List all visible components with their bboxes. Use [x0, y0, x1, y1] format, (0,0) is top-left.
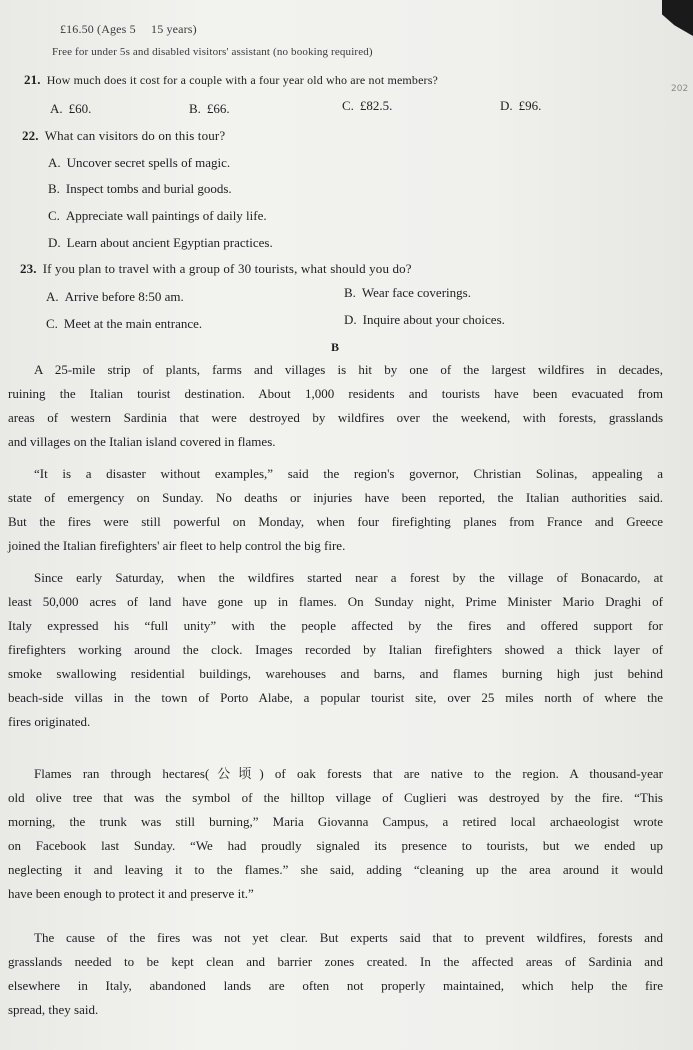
- question-text: If you plan to travel with a group of 30 tourists, what should you do?: [42, 261, 412, 276]
- option-text: Arrive before 8:50 am.: [64, 289, 184, 304]
- price-line: £16.50 (Ages 5 15 years): [60, 22, 197, 36]
- option-label: B.: [48, 181, 60, 196]
- question-text: What can visitors do on this tour?: [44, 128, 226, 143]
- passage-line: elsewhere in Italy, abandoned lands are often not properly maintained, which help the fire: [8, 978, 663, 993]
- option-label: B.: [189, 101, 201, 116]
- passage-paragraph-1: [8, 358, 663, 454]
- question-21-option-c[interactable]: [342, 98, 392, 114]
- question-21-option-d[interactable]: [500, 98, 541, 114]
- question-number: 21.: [24, 72, 41, 87]
- question-22-option-d[interactable]: [48, 235, 273, 251]
- passage-paragraph-3: [8, 566, 663, 734]
- passage-line: firefighters working around the clock. Images recorded by Italian firefighters showed a thick layer of: [8, 642, 663, 657]
- question-21: [24, 72, 438, 88]
- question-23: [20, 261, 412, 277]
- question-number: 22.: [22, 128, 39, 143]
- passage-line: and villages on the Italian island covered in flames.: [8, 434, 276, 449]
- question-23-option-c[interactable]: [46, 316, 202, 332]
- question-22-option-b[interactable]: [48, 181, 232, 197]
- passage-line: fires originated.: [8, 714, 91, 729]
- passage-line: The cause of the fires was not yet clear. But experts said that to prevent wildfires, forests and: [34, 930, 663, 945]
- passage-line: have been enough to protect it and preserve it.”: [8, 886, 254, 901]
- question-22-option-a[interactable]: [48, 155, 230, 171]
- passage-line: Flames ran through hectares(公顷) of oak forests that are native to the region. A thousand-year: [34, 766, 663, 781]
- passage-paragraph-5: [8, 926, 663, 1022]
- option-label: B.: [344, 285, 356, 300]
- question-23-option-a[interactable]: [46, 289, 184, 305]
- passage-line: Since early Saturday, when the wildfires started near a forest by the village of Bonacardo, at: [34, 570, 663, 585]
- passage-line: ruining the Italian tourist destination. About 1,000 residents and tourists have been evacuated from: [8, 386, 663, 401]
- passage-line: old olive tree that was the symbol of the hilltop village of Cuglieri was destroyed by the fire. “This: [8, 790, 663, 805]
- question-number: 23.: [20, 261, 37, 276]
- option-text: Wear face coverings.: [361, 285, 471, 300]
- option-text: £96.: [518, 98, 542, 113]
- option-text: Inquire about your choices.: [362, 312, 505, 327]
- passage-paragraph-2: [8, 462, 663, 558]
- option-label: A.: [50, 101, 63, 116]
- passage-line: A 25-mile strip of plants, farms and villages is hit by one of the largest wildfires in decades,: [34, 362, 663, 377]
- option-label: C.: [46, 316, 58, 331]
- passage-line: smoke swallowing residential buildings, warehouses and barns, and flames burning high just behind: [8, 666, 663, 681]
- question-22-option-c[interactable]: [48, 208, 267, 224]
- margin-mark: 202: [671, 84, 689, 94]
- option-label: C.: [342, 98, 354, 113]
- question-21-option-a[interactable]: [50, 101, 91, 117]
- section-heading: B: [331, 340, 340, 354]
- option-label: D.: [48, 235, 61, 250]
- option-text: Inspect tombs and burial goods.: [65, 181, 232, 196]
- option-text: Meet at the main entrance.: [63, 316, 203, 331]
- option-text: £66.: [206, 101, 230, 116]
- option-label: A.: [46, 289, 59, 304]
- option-text: Uncover secret spells of magic.: [66, 155, 231, 170]
- passage-line: on Facebook last Sunday. “We had proudly signaled its presence to tourists, but we ended up: [8, 838, 663, 853]
- free-admission-line: Free for under 5s and disabled visitors' assistant (no booking required): [52, 46, 373, 58]
- passage-line: areas of western Sardinia that were destroyed by wildfires over the weekend, with forests, grasslands: [8, 410, 663, 425]
- passage-line: “It is a disaster without examples,” said the region's governor, Christian Solinas, appealing a: [34, 466, 663, 481]
- passage-line: beach-side villas in the town of Porto Alabe, a popular tourist site, over 25 miles north of where the: [8, 690, 663, 705]
- passage-paragraph-4: [8, 762, 663, 906]
- passage-line: least 50,000 acres of land have gone up in flames. On Sunday night, Prime Minister Mario Draghi of: [8, 594, 663, 609]
- question-21-option-b[interactable]: [189, 101, 230, 117]
- question-text: How much does it cost for a couple with a four year old who are not members?: [46, 73, 438, 87]
- scan-shadow: [662, 0, 693, 36]
- passage-line: neglecting it and leaving it to the flames.” she said, adding “cleaning up the area around it would: [8, 862, 663, 877]
- passage-line: morning, the trunk was still burning,” Maria Giovanna Campus, a retired local archaeologist wrote: [8, 814, 663, 829]
- passage-line: spread, they said.: [8, 1002, 99, 1017]
- option-text: Learn about ancient Egyptian practices.: [66, 235, 273, 250]
- option-label: D.: [500, 98, 513, 113]
- question-23-option-b[interactable]: [344, 285, 471, 301]
- option-label: C.: [48, 208, 60, 223]
- question-22: [22, 128, 225, 144]
- question-23-option-d[interactable]: [344, 312, 505, 328]
- passage-line: state of emergency on Sunday. No deaths or injuries have been reported, the Italian authorities said.: [8, 490, 663, 505]
- option-text: £60.: [68, 101, 92, 116]
- option-text: £82.5.: [359, 98, 393, 113]
- option-text: Appreciate wall paintings of daily life.: [65, 208, 267, 223]
- passage-line: Italy expressed his “full unity” with the people affected by the fires and offered support for: [8, 618, 663, 633]
- passage-line: joined the Italian firefighters' air fleet to help control the big fire.: [8, 538, 346, 553]
- passage-line: But the fires were still powerful on Monday, when four firefighting planes from France and Greece: [8, 514, 663, 529]
- option-label: A.: [48, 155, 61, 170]
- option-label: D.: [344, 312, 357, 327]
- passage-line: grasslands needed to be kept clean and barrier zones created. In the affected areas of Sardinia and: [8, 954, 663, 969]
